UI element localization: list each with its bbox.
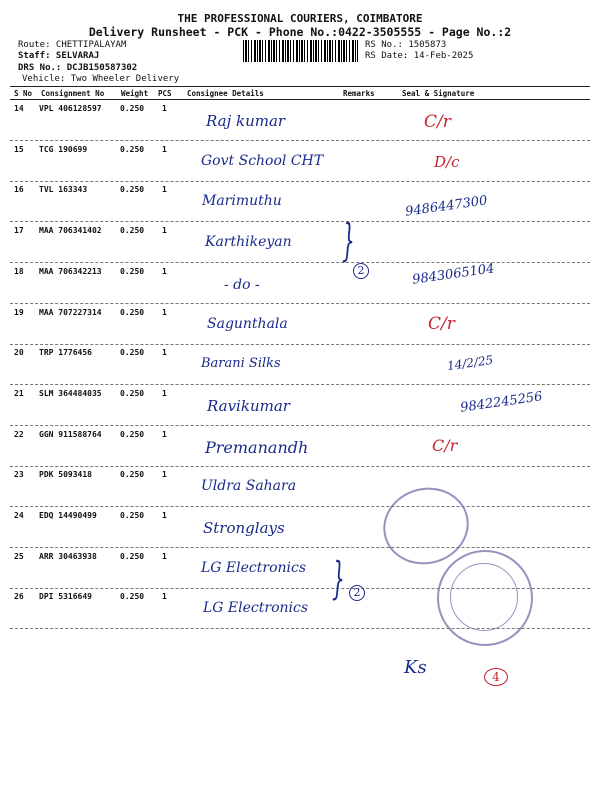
row-consignee-handwritten: LG Electronics xyxy=(201,559,307,576)
row-consignment-no: TCG 190699 xyxy=(39,144,88,154)
table-row xyxy=(10,263,590,304)
row-pcs: 1 xyxy=(162,104,167,113)
row-seal-signature: 9842245256 xyxy=(459,389,544,416)
seal-stamp-inner xyxy=(450,563,518,631)
footer-initials: Ks xyxy=(404,657,427,678)
row-sno: 25 xyxy=(14,551,24,561)
drs-number: DRS No.: DCJB150587302 xyxy=(18,63,138,73)
row-weight: 0.250 xyxy=(120,307,145,317)
footer-count: 4 xyxy=(484,668,508,686)
col-header-pcs: PCS xyxy=(158,89,172,98)
row-sno: 18 xyxy=(14,266,24,276)
row-sno: 21 xyxy=(14,388,24,398)
row-pcs: 1 xyxy=(162,185,167,195)
row-consignee-handwritten: Sagunthala xyxy=(207,315,288,332)
group-count-25-26: 2 xyxy=(349,585,365,601)
barcode xyxy=(243,40,358,62)
row-weight: 0.250 xyxy=(120,144,145,154)
row-consignee-handwritten: Raj kumar xyxy=(206,112,286,130)
group-count-17-18: 2 xyxy=(353,263,369,279)
row-pcs: 1 xyxy=(162,511,167,520)
col-header-consignee: Consignee Details xyxy=(187,89,264,98)
row-sno: 26 xyxy=(14,592,24,602)
row-sno: 15 xyxy=(14,144,24,154)
row-consignment-no: MAA 707227314 xyxy=(39,307,102,317)
row-pcs: 1 xyxy=(162,551,167,561)
brace-17-18: } xyxy=(342,213,355,267)
table-row xyxy=(10,304,590,345)
row-pcs: 1 xyxy=(162,348,167,358)
vehicle-label: Vehicle: Two Wheeler Delivery xyxy=(22,74,180,84)
row-weight: 0.250 xyxy=(120,348,145,358)
row-seal-signature: C/r xyxy=(424,112,451,132)
row-pcs: 1 xyxy=(162,388,167,398)
row-sno: 14 xyxy=(14,104,24,113)
row-consignee-handwritten: Ravikumar xyxy=(207,396,290,415)
table-row xyxy=(10,222,590,263)
table-row xyxy=(10,507,590,548)
row-weight: 0.250 xyxy=(120,266,145,276)
row-consignment-no: EDQ 14490499 xyxy=(39,511,97,520)
row-consignee-handwritten: - do - xyxy=(224,276,260,293)
row-sno: 20 xyxy=(14,348,24,358)
rs-number: RS No.: 1505873 xyxy=(365,40,447,50)
row-consignee-handwritten: Karthikeyan xyxy=(205,234,292,251)
row-seal-signature: C/r xyxy=(428,313,455,334)
row-pcs: 1 xyxy=(162,592,167,602)
row-consignment-no: VPL 406128597 xyxy=(39,104,102,113)
row-seal-signature: 14/2/25 xyxy=(446,353,495,374)
row-weight: 0.250 xyxy=(120,226,145,236)
table-row xyxy=(10,344,590,385)
company-name: THE PROFESSIONAL COURIERS, COIMBATORE xyxy=(177,12,423,25)
row-sno: 19 xyxy=(14,307,24,317)
table-row xyxy=(10,100,590,141)
table-row xyxy=(10,141,590,182)
col-header-consignment: Consignment No xyxy=(41,89,105,98)
row-consignee-handwritten: Govt School CHT xyxy=(201,152,324,169)
row-sno: 24 xyxy=(14,511,24,520)
row-weight: 0.250 xyxy=(120,511,145,520)
row-sno: 16 xyxy=(14,185,24,195)
row-consignment-no: TRP 1776456 xyxy=(39,348,92,358)
row-seal-signature: C/r xyxy=(432,435,458,455)
row-seal-signature: 9843065104 xyxy=(411,261,496,288)
row-consignee-handwritten: LG Electronics xyxy=(203,600,309,617)
row-weight: 0.250 xyxy=(120,104,145,113)
runsheet-subtitle: Delivery Runsheet - PCK - Phone No.:0422-3505555 - Page No.:2 xyxy=(88,25,512,39)
row-consignee-handwritten: Marimuthu xyxy=(202,193,282,210)
row-weight: 0.250 xyxy=(120,185,145,195)
row-seal-signature: 9486447300 xyxy=(404,193,489,221)
row-pcs: 1 xyxy=(162,470,167,480)
row-seal-signature: D/c xyxy=(434,152,460,171)
row-consignment-no: GGN 911588764 xyxy=(39,429,102,439)
table-row xyxy=(10,385,590,426)
row-consignee-handwritten: Barani Silks xyxy=(201,356,281,372)
header-top-rule xyxy=(10,86,590,87)
row-pcs: 1 xyxy=(162,307,167,317)
row-weight: 0.250 xyxy=(120,592,145,602)
col-header-remarks: Remarks xyxy=(343,89,375,98)
row-pcs: 1 xyxy=(162,226,167,236)
table-row xyxy=(10,466,590,507)
row-weight: 0.250 xyxy=(120,470,145,480)
row-consignee-handwritten: Uldra Sahara xyxy=(201,478,297,495)
row-pcs: 1 xyxy=(162,266,167,276)
col-header-sno: S No xyxy=(14,89,33,98)
row-weight: 0.250 xyxy=(120,388,145,398)
row-consignment-no: MAA 706341402 xyxy=(39,226,102,236)
row-sno: 17 xyxy=(14,226,24,236)
row-sno: 22 xyxy=(14,429,24,439)
row-consignment-no: DPI 5316649 xyxy=(39,592,92,602)
row-consignment-no: ARR 30463938 xyxy=(39,551,97,561)
row-consignment-no: TVL 163343 xyxy=(39,185,88,195)
row-consignment-no: PDK 5093418 xyxy=(39,470,92,480)
row-pcs: 1 xyxy=(162,144,167,154)
col-header-seal: Seal & Signature xyxy=(402,89,475,98)
table-row xyxy=(10,181,590,222)
table-row xyxy=(10,426,590,467)
staff-label: Staff: SELVARAJ xyxy=(18,51,100,61)
col-header-weight: Weight xyxy=(121,89,149,98)
rs-date: RS Date: 14-Feb-2025 xyxy=(365,51,474,61)
row-consignment-no: MAA 706342213 xyxy=(39,266,102,276)
row-consignee-handwritten: Stronglays xyxy=(203,519,285,537)
row-sno: 23 xyxy=(14,470,24,480)
brace-25-26: } xyxy=(332,551,345,605)
row-weight: 0.250 xyxy=(120,429,145,439)
row-weight: 0.250 xyxy=(120,551,145,561)
row-consignee-handwritten: Premanandh xyxy=(205,437,309,457)
row-pcs: 1 xyxy=(162,429,167,439)
route-label: Route: CHETTIPALAYAM xyxy=(18,40,127,50)
row-consignment-no: SLM 364484035 xyxy=(39,388,102,398)
